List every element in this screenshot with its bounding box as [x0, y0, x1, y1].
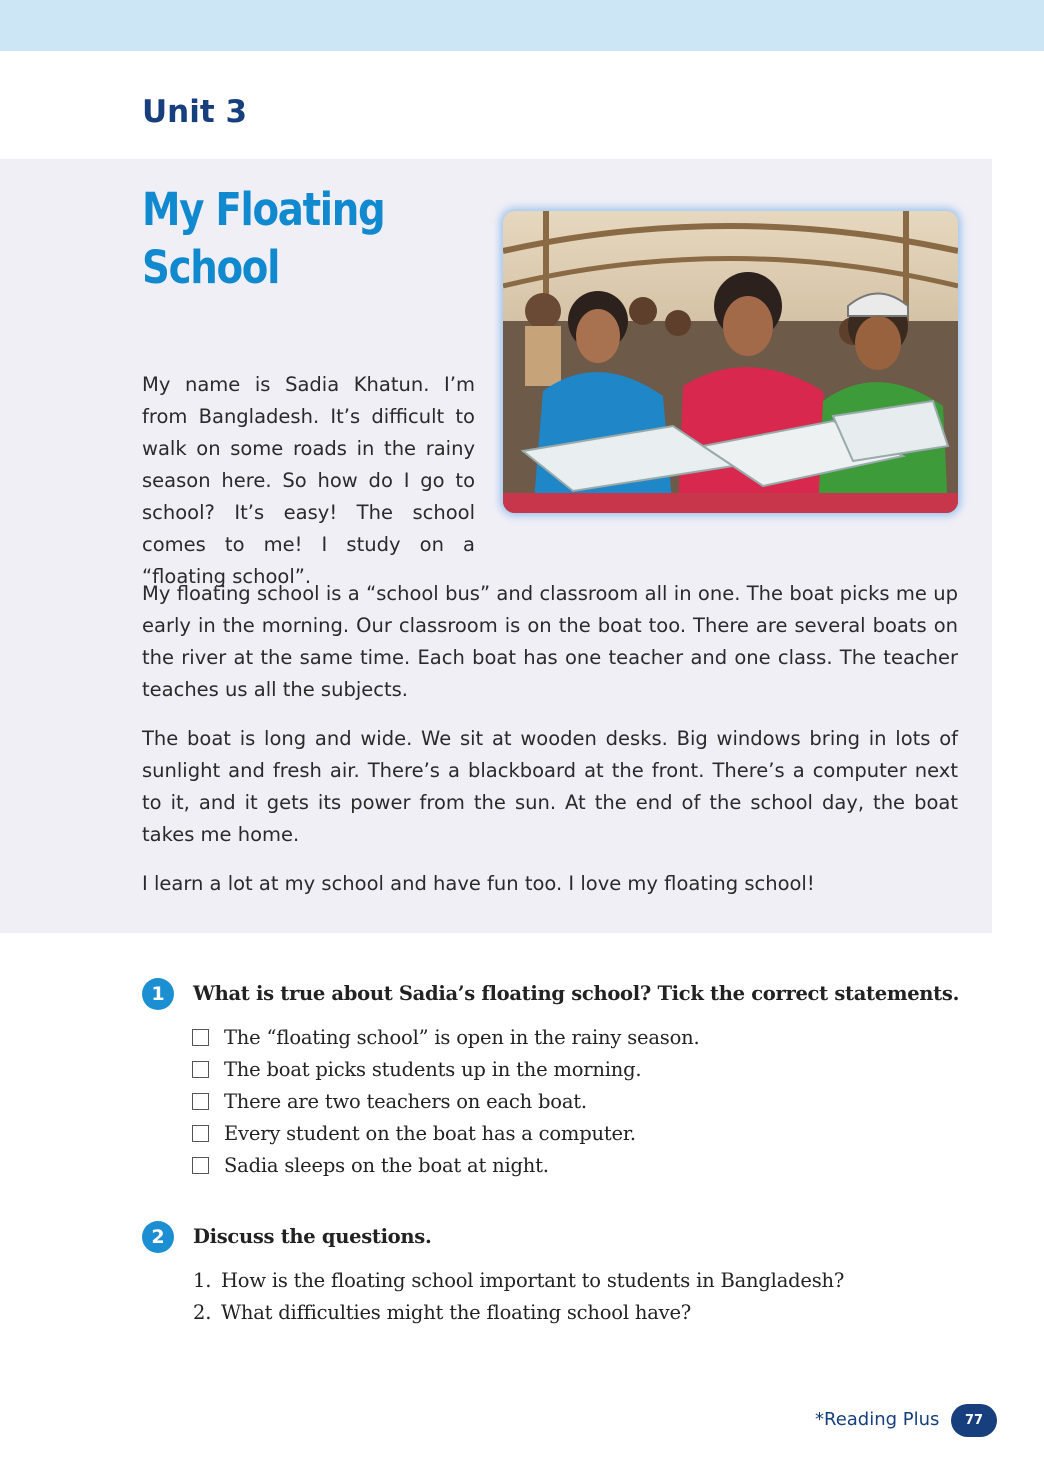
section-label: *Reading Plus [815, 1409, 940, 1430]
classroom-photo-illustration [503, 211, 958, 513]
question-text: How is the floating school important to students in Bangladesh? [221, 1268, 845, 1292]
statement-text: Sadia sleeps on the boat at night. [224, 1153, 549, 1177]
checklist-item [192, 1117, 700, 1149]
question-item [193, 1264, 844, 1296]
top-banner [0, 0, 1044, 51]
exercise-heading: What is true about Sadia’s floating school? Tick the correct statements. [193, 982, 960, 1005]
statement-text: The “floating school” is open in the rainy season. [224, 1025, 700, 1049]
story-paragraph: My floating school is a “school bus” and classroom all in one. The boat picks me up early in the morning. Our classroom is on the boat too. There are several boats on the river at the same time. Each boat has one teacher and one class. The teacher teaches us all the subjects. [142, 582, 958, 701]
checkbox[interactable] [192, 1157, 209, 1174]
question-item [193, 1296, 844, 1328]
classroom-photo [503, 211, 958, 513]
intro-paragraph: My name is Sadia Khatun. I’m from Bangladesh. It’s difficult to walk on some roads in the rainy season here. So how do I go to school? It’s easy! The school comes to me! I study on a “floating school”. [142, 373, 475, 588]
unit-heading: Unit 3 [142, 94, 248, 130]
story-paragraph: The boat is long and wide. We sit at wooden desks. Big windows bring in lots of sunlight and fresh air. There’s a blackboard at the front. There’s a computer next to it, and it gets its power from the sun. At the end of the school day, the boat takes me home. [142, 727, 958, 846]
checklist-item [192, 1085, 700, 1117]
story-title: My Floating School [142, 183, 385, 294]
question-text: What difficulties might the floating school have? [221, 1300, 692, 1324]
exercise-number-badge: 1 [142, 978, 174, 1010]
checklist-item [192, 1149, 700, 1181]
exercise-heading: Discuss the questions. [193, 1225, 432, 1248]
checkbox[interactable] [192, 1061, 209, 1078]
checklist-item [192, 1021, 700, 1053]
question-number: 1. [193, 1268, 212, 1292]
statement-text: There are two teachers on each boat. [224, 1089, 587, 1113]
checkbox[interactable] [192, 1093, 209, 1110]
checklist-item [192, 1053, 700, 1085]
checkbox[interactable] [192, 1029, 209, 1046]
statement-text: The boat picks students up in the morning. [224, 1057, 642, 1081]
page-number: 77 [951, 1404, 997, 1437]
exercise-number-badge: 2 [142, 1221, 174, 1253]
discussion-questions [193, 1264, 844, 1328]
story-paragraph: I learn a lot at my school and have fun too. I love my floating school! [142, 872, 815, 895]
statement-text: Every student on the boat has a computer. [224, 1121, 636, 1145]
question-number: 2. [193, 1300, 212, 1324]
checkbox[interactable] [192, 1125, 209, 1142]
statement-checklist [192, 1021, 700, 1181]
